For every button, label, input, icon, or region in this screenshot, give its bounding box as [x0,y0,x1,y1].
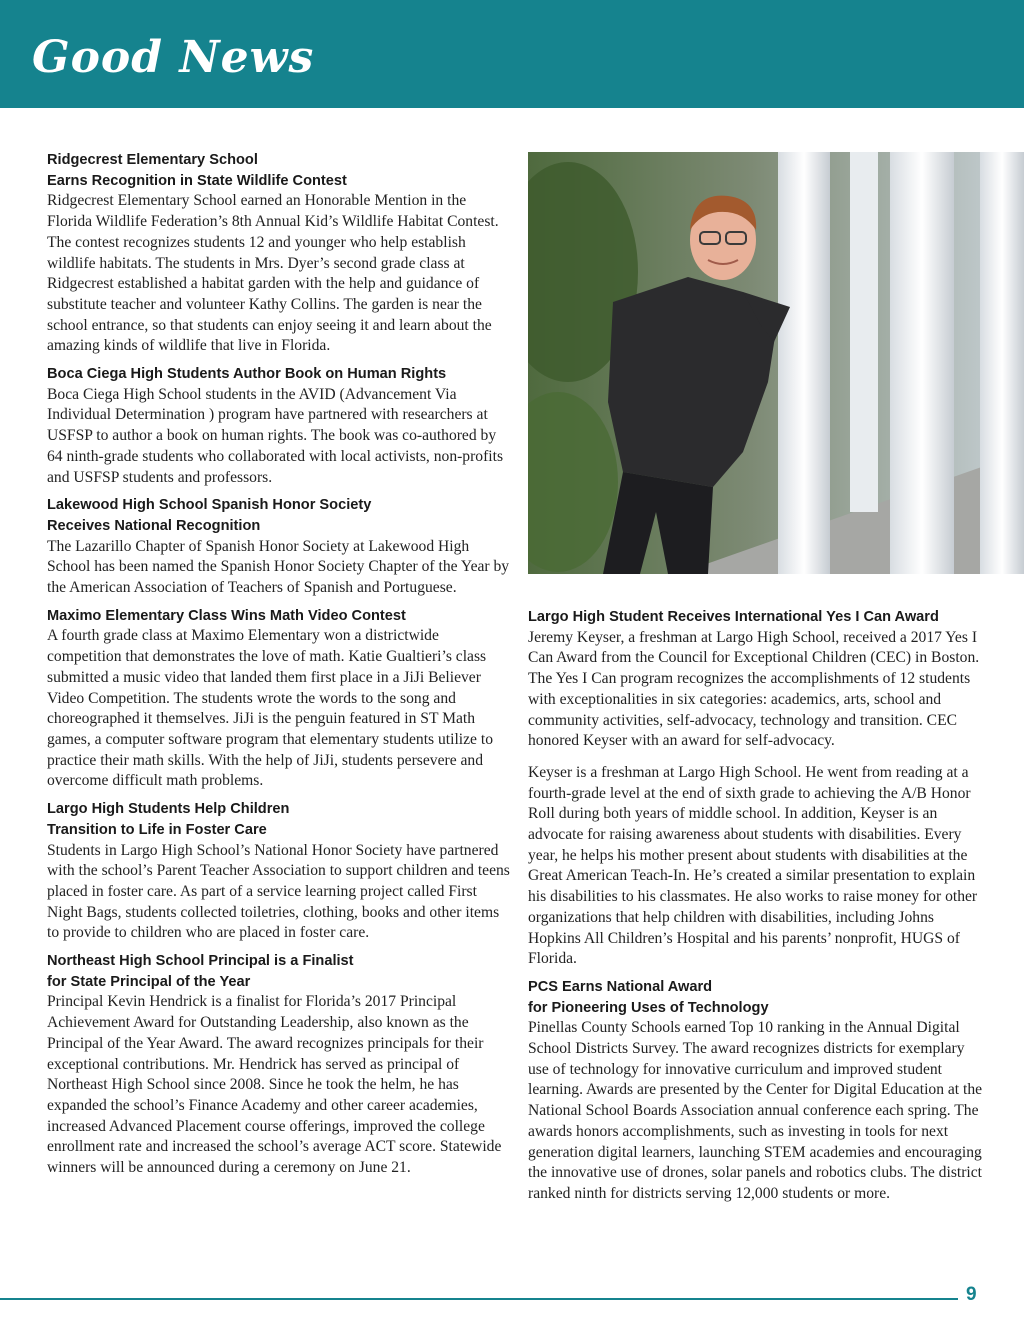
headline-line: Ridgecrest Elementary School [47,152,258,168]
headline-line: Boca Ciega High Students Author Book on Human Rights [47,366,447,383]
article-headline [528,607,983,628]
article-body: Keyser is a freshman at Largo High School. He went from reading at a fourth-grade level at the end of sixth grade to achieving the A/B Honor Roll during both years of middle school. In addition, Keyser is an advocate for raising awareness about students with disabilities. Every year, he helps his mother present about students with disabilities at the Great American Teach-In. He’s created a similar presentation to explain his disabilities to his classmates. He also works to raise money for other organizations that help children with disabilities, including Johns Hopkins All Children’s Hospital and his parents’ nonprofit, HUGS of Florida. [528,763,978,968]
article-body: Pinellas County Schools earned Top 10 ranking in the Annual Digital School Districts Survey. The award recognizes districts for exemplary use of technology for innovative curriculum and improved student learning. Awards are presented by the Center for Digital Education at the National School Boards Association annual conference each spring. The awards honors accomplishments, such as investing in tools for next generation digital learners, launching STEM academies and encouraging the innovative use of drones, solar panels and robotics clubs. The district ranked ninth for districts serving 12,000 students or more. [528,1019,983,1202]
page-number: 9 [966,1284,977,1305]
headline-line: Largo High Student Receives International Yes I Can Award [528,609,939,625]
article-headline [528,977,983,1018]
article-body: Principal Kevin Hendrick is a finalist for Florida’s 2017 Principal Achievement Award for Outstanding Leadership, also known as the Principal of the Year Award. The award recognizes principals for their exceptional contributions. Mr. Hendrick has served as principal of Northeast High School since 2008. Since he took the helm, he has expanded the school’s Finance Academy and other career academies, increased Advanced Placement course offerings, improved the college enrollment rate and increased the school’s average ACT score. Statewide winners will be announced during a ceremony on June 21. [47,993,502,1177]
article-ridgecrest [47,150,515,357]
article-headline [47,364,515,385]
headline-line: Maximo Elementary Class Wins Math Video Contest [47,607,406,624]
headline-line: PCS Earns National Award [528,978,713,995]
article-maximo [47,606,515,792]
article-headline [47,951,515,992]
article-body: Ridgecrest Elementary School earned an Honorable Mention in the Florida Wildlife Federation’s 8th Annual Kid’s Wildlife Habitat Contest. The contest recognizes students 12 and younger who help establish wildlife habitats. The students in Mrs. Dyer’s second grade class at Ridgecrest established a habitat garden with the help and guidance of substitute teacher and volunteer Kathy Collins. The garden is near the school entrance, so that students can enjoy seeing it and learn about the amazing kinds of wildlife that live in Florida. [47,192,499,355]
footer-rule [0,1298,958,1300]
student-portrait-photo [528,152,1024,574]
article-body: Students in Largo High School’s National Honor Society have partnered with the school’s Parent Teacher Association to support children and teens placed in foster care. As part of a service learning project called First Night Bags, students collected toiletries, clothing, books and other items to provide to children who are placed in foster care. [47,841,510,942]
headline-line: for State Principal of the Year [47,973,251,990]
header-banner [0,0,1024,108]
article-headline [47,606,515,627]
headline-line: Transition to Life in Foster Care [47,821,267,838]
article-body: Jeremy Keyser, a freshman at Largo High School, received a 2017 Yes I Can Award from the Council for Exceptional Children (CEC) in Boston. The Yes I Can program recognizes the accomplishments of 12 students with exceptionalities in six categories: academics, arts, school and community activities, self-advocacy, technology and transition. CEC honored Keyser with an award for self-advocacy. [528,628,980,750]
article-pcs-award [528,977,983,1205]
student-portrait-icon [528,152,1024,574]
article-northeast [47,951,515,1179]
headline-line: Northeast High School Principal is a Finalist [47,953,354,970]
article-yes-i-can [528,607,983,970]
article-lakewood [47,495,515,599]
article-body: A fourth grade class at Maximo Elementary won a districtwide competition that demonstrates the love of math. Katie Gualtieri’s class submitted a music video that landed them first place in a JiJi Believer Video Competition. The students wrote the words to the song and choreographed it themselves. JiJi is the penguin featured in ST Math games, a computer software program that elementary students utilize to practice their math skills. With the help of JiJi, students persevere and overcome difficult math problems. [47,627,494,790]
article-body: The Lazarillo Chapter of Spanish Honor Society at Lakewood High School has been named the Spanish Honor Society Chapter of the Year by the American Association of Teachers of Spanish and Portuguese. [47,537,510,597]
headline-line: Receives National Recognition [47,517,261,534]
page-title: Good News [32,32,315,83]
headline-line: Largo High Students Help Children [47,801,290,818]
headline-line: Lakewood High School Spanish Honor Society [47,497,372,514]
article-boca-ciega [47,364,515,488]
article-largo-foster [47,799,515,944]
article-body: Boca Ciega High School students in the AVID (Advancement Via Individual Determination ) program have partnered with researchers at USFSP to author a book on human rights. The book was co-authored by 64 ninth-grade students who collaborated with local activists, non-profits and USFSP students and professors. [47,385,504,486]
headline-line: for Pioneering Uses of Technology [528,999,769,1016]
article-headline [47,495,515,536]
headline-line: Earns Recognition in State Wildlife Contest [47,172,347,189]
article-headline [47,150,515,191]
left-column [47,150,515,1186]
right-column [528,607,983,1212]
article-headline [47,799,515,840]
